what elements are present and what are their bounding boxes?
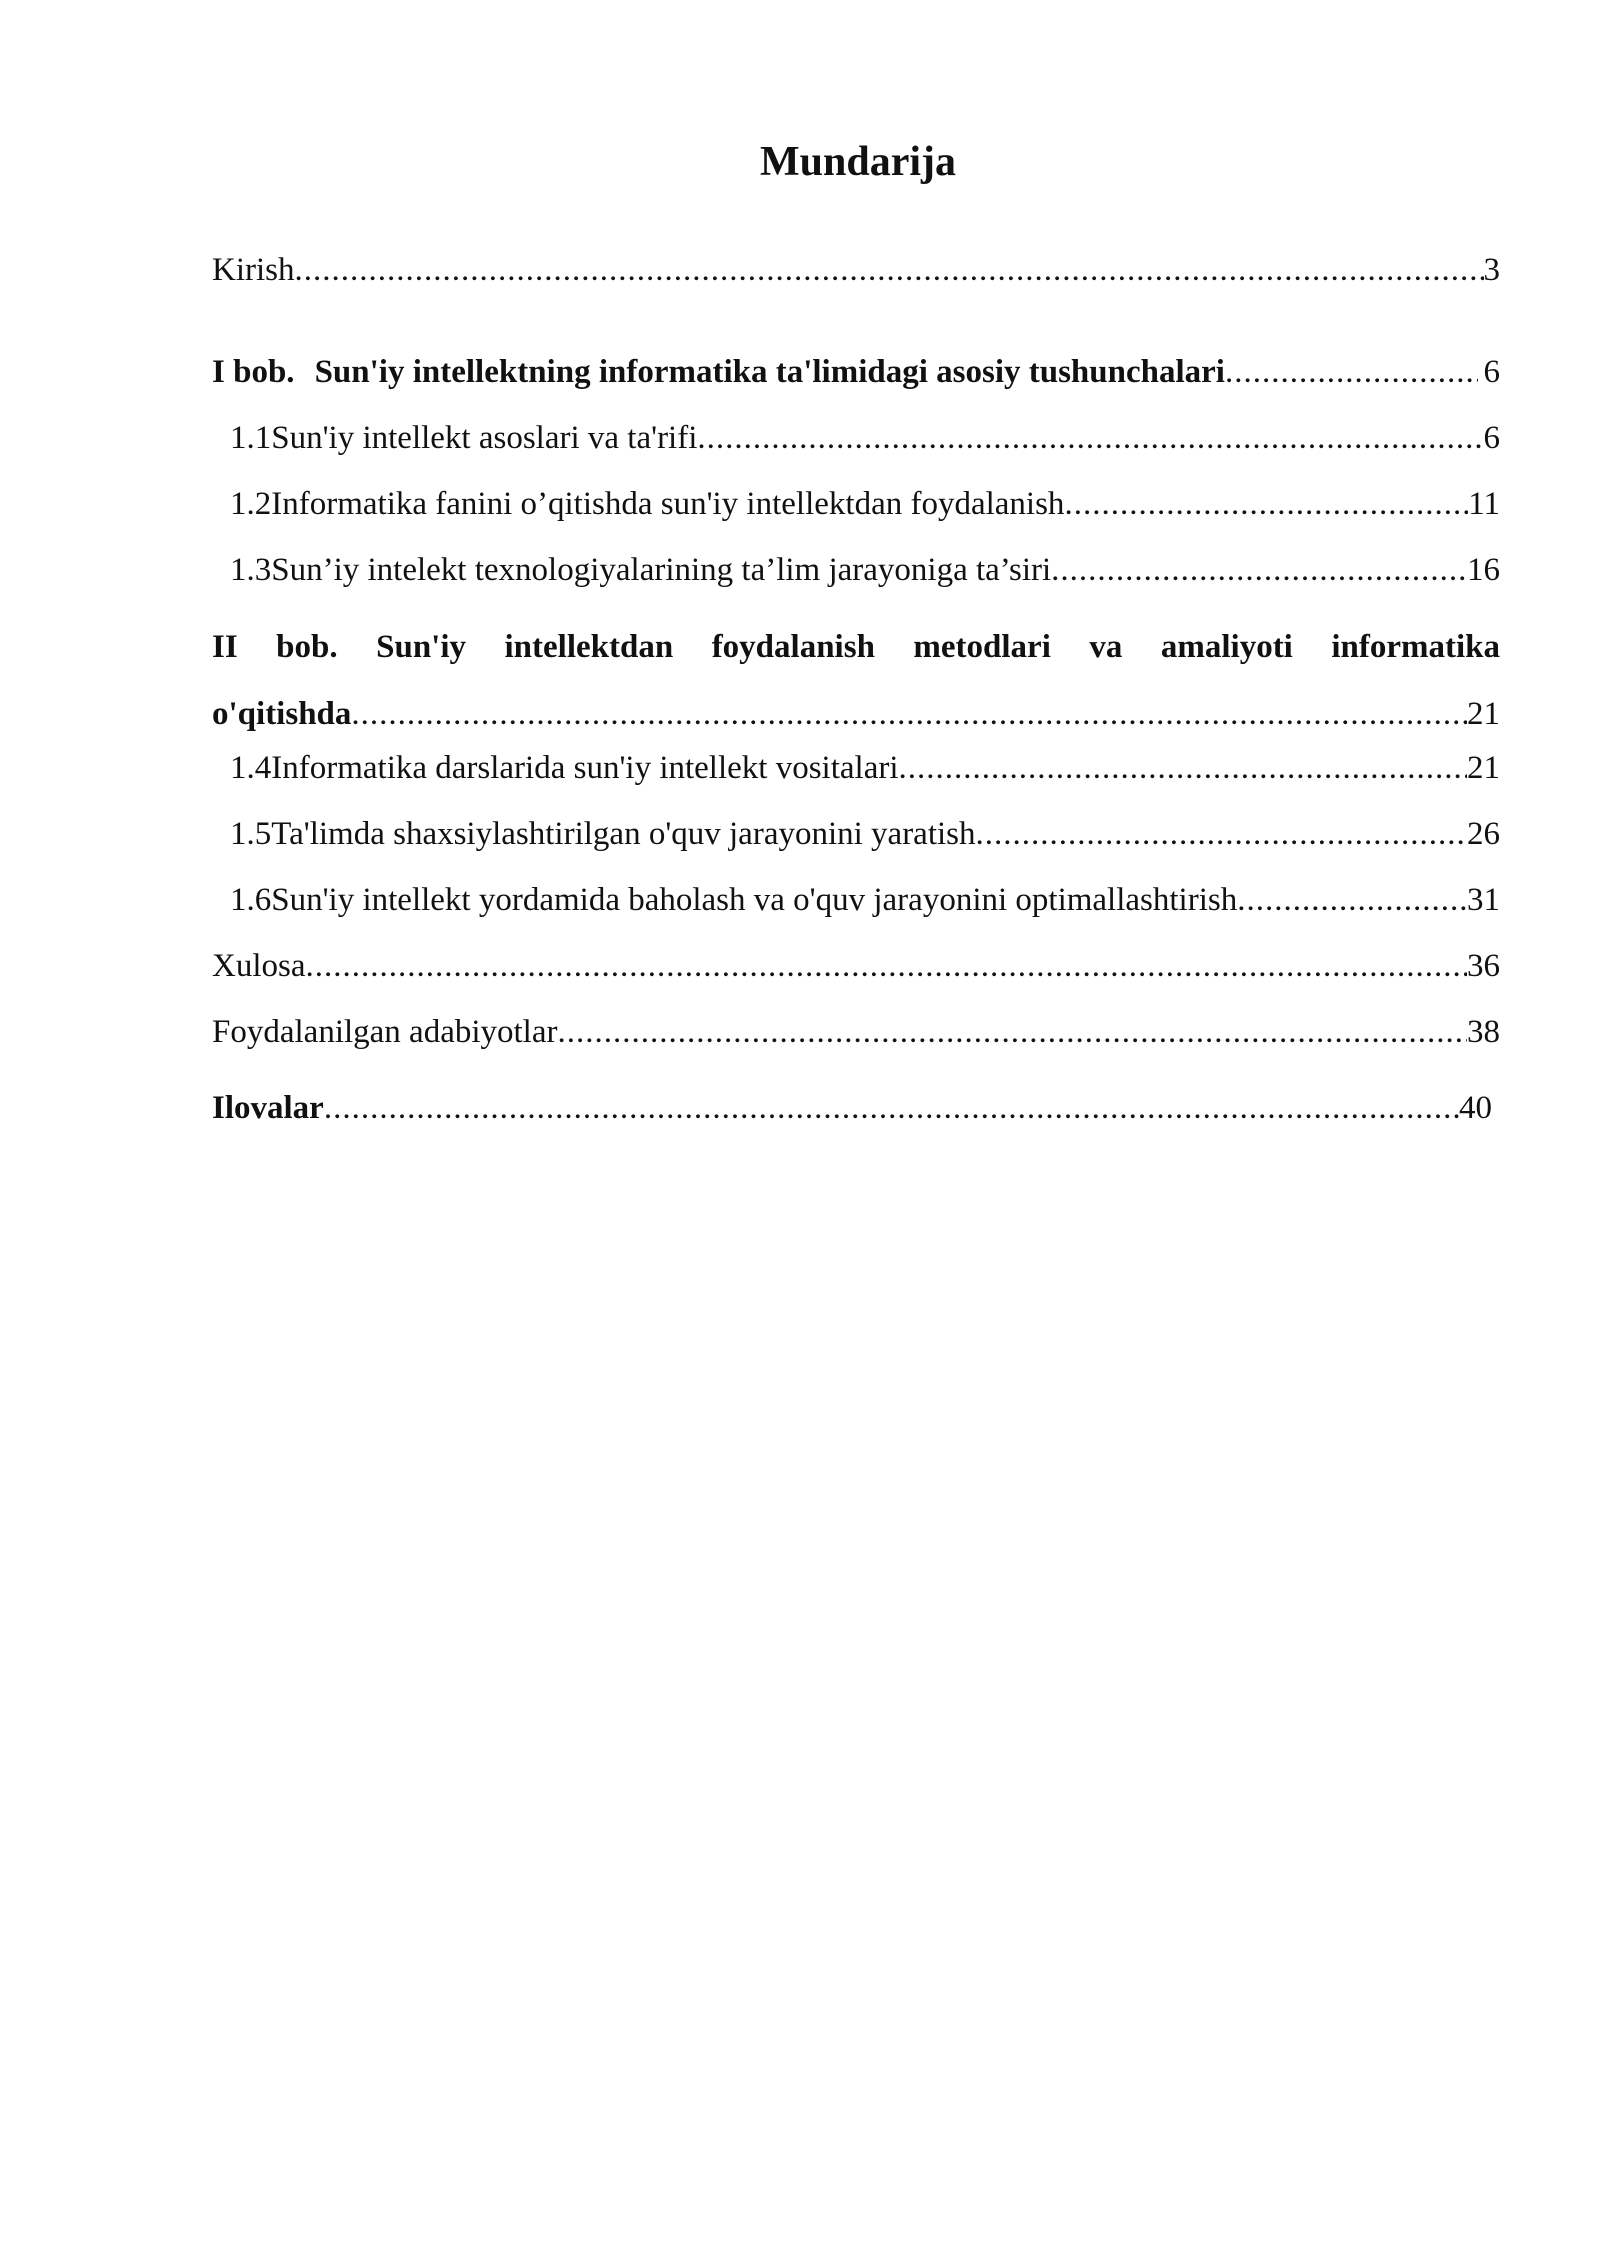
toc-page-number: 21 [1467, 696, 1500, 732]
toc-page-number: 21 [1467, 750, 1500, 786]
toc-entry-label: Sun’iy intelekt texnologiyalarining ta’lim jarayoniga ta’siri [271, 552, 1052, 588]
leader-dots [558, 1012, 1468, 1052]
section-number: 1.4 [230, 750, 272, 786]
leader-dots [295, 250, 1484, 290]
toc-entry-label: Ta'limda shaxsiylashtirilgan o'quv jarayonini yaratish [271, 816, 976, 852]
section-number: 1.5 [230, 816, 272, 852]
leader-dots [351, 694, 1467, 734]
toc-entry-chapter-2[interactable] [212, 694, 1500, 734]
toc-entry-section-1-3[interactable] [230, 550, 1500, 590]
leader-dots [976, 814, 1467, 854]
leader-dots [1064, 484, 1468, 524]
toc-entry-chapter-1[interactable] [212, 352, 1500, 392]
toc-entry-label: o'qitishda [212, 696, 352, 732]
toc-entry-label: Foydalanilgan adabiyotlar [212, 1014, 558, 1050]
toc-entry-label: Sun'iy intellekt yordamida baholash va o'quv jarayonini optimallashtirish [271, 882, 1238, 918]
toc-page-number: 26 [1467, 816, 1500, 852]
toc-entry-adabiyotlar[interactable] [212, 1012, 1500, 1052]
toc-page-number: 3 [1483, 252, 1500, 288]
toc-page-number: 6 [1483, 420, 1500, 456]
leader-dots [306, 946, 1468, 986]
toc-entry-section-1-6[interactable] [230, 880, 1500, 920]
page-title: Mundarija [759, 139, 956, 185]
section-number: 1.3 [230, 552, 272, 588]
toc-page-number: 31 [1467, 882, 1500, 918]
toc-entry-label: Ilovalar [212, 1090, 324, 1126]
toc-entry-kirish[interactable] [212, 250, 1500, 290]
toc-entry-section-1-5[interactable] [230, 814, 1500, 854]
toc-page-number: 16 [1467, 552, 1500, 588]
section-number: 1.6 [230, 882, 272, 918]
toc-entry-label: Informatika darslarida sun'iy intellekt vositalari [271, 750, 899, 786]
toc-page-number: 36 [1467, 948, 1500, 984]
leader-dots [899, 748, 1467, 788]
toc-entry-label: Sun'iy intellekt asoslari va ta'rifi [271, 420, 698, 456]
toc-page-number: 38 [1467, 1014, 1500, 1050]
toc-entry-label: Informatika fanini o’qitishda sun'iy intellektdan foydalanish [271, 486, 1065, 522]
toc-entry-ilovalar[interactable] [212, 1088, 1492, 1128]
toc-page-number: 11 [1468, 486, 1500, 522]
section-number: 1.1 [230, 420, 272, 456]
toc-page-number: 40 [1459, 1090, 1492, 1126]
toc-entry-label: Sun'iy intellektning informatika ta'limidagi asosiy tushunchalari [314, 354, 1225, 390]
leader-dots [1225, 352, 1478, 392]
toc-entry-chapter-2-line1[interactable]: II bob. Sun'iy intellektdan foydalanish metodlari va amaliyoti informatika [212, 629, 1500, 665]
toc-entry-label: Kirish [212, 252, 295, 288]
leader-dots [697, 418, 1483, 458]
section-number: 1.2 [230, 486, 272, 522]
toc-entry-section-1-4[interactable] [230, 748, 1500, 788]
toc-entry-section-1-2[interactable] [230, 484, 1500, 524]
chapter-prefix: I bob. [212, 354, 295, 390]
toc-entry-label: Xulosa [212, 948, 306, 984]
leader-dots [1237, 880, 1467, 920]
leader-dots [1051, 550, 1467, 590]
leader-dots [324, 1088, 1459, 1128]
toc-entry-section-1-1[interactable] [230, 418, 1500, 458]
toc-entry-xulosa[interactable] [212, 946, 1500, 986]
toc-page-number: 6 [1483, 354, 1500, 390]
